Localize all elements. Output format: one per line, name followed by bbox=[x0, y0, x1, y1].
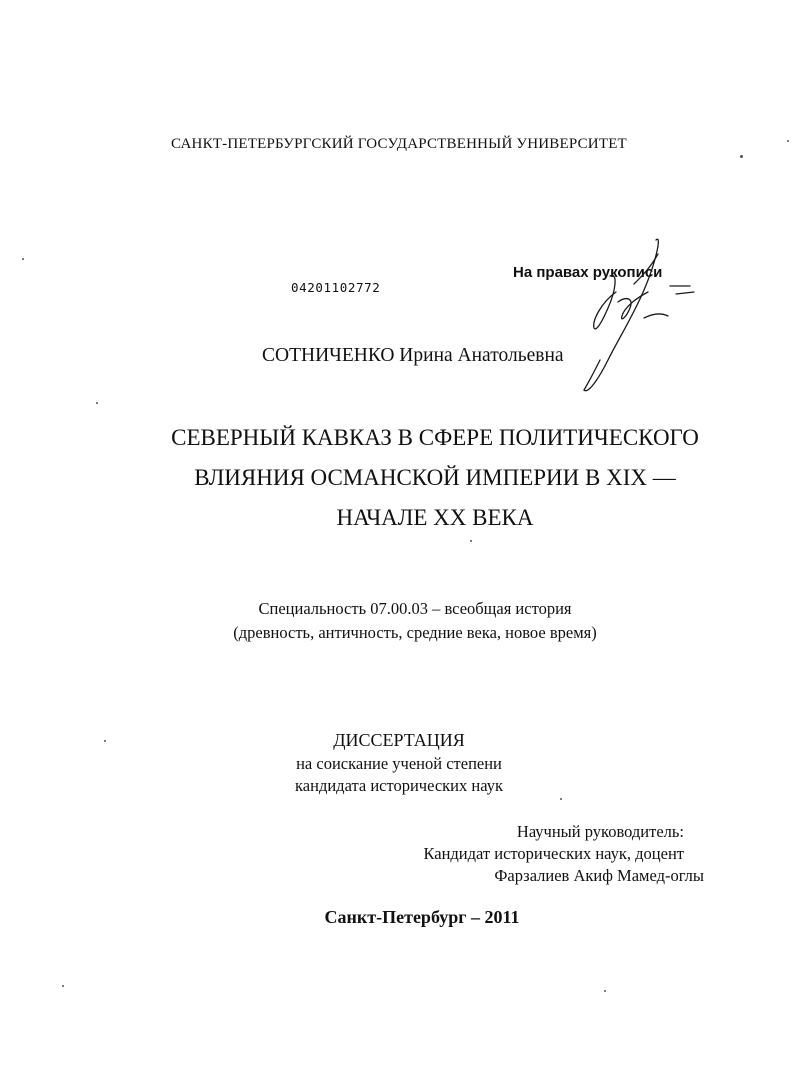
supervisor-label: Научный руководитель: bbox=[516, 822, 684, 841]
scan-speck bbox=[22, 258, 24, 260]
title-line: СЕВЕРНЫЙ КАВКАЗ В СФЕРЕ ПОЛИТИЧЕСКОГО bbox=[171, 425, 699, 450]
supervisor-name: Фарзалиев Акиф Мамед-оглы bbox=[494, 866, 704, 885]
scan-speck bbox=[62, 985, 64, 987]
signature-icon bbox=[560, 232, 710, 402]
scan-speck bbox=[104, 740, 106, 742]
manuscript-note: На правах рукописи bbox=[513, 264, 663, 281]
degree-line: на соискание ученой степени bbox=[296, 754, 502, 773]
specialty-block bbox=[0, 597, 798, 645]
scan-speck bbox=[787, 140, 789, 142]
scan-speck bbox=[740, 155, 743, 158]
specialty-line: Специальность 07.00.03 – всеобщая история bbox=[258, 599, 572, 618]
place-year: Санкт-Петербург – 2011 bbox=[324, 907, 520, 927]
dissertation-title bbox=[0, 418, 798, 538]
supervisor-block bbox=[390, 821, 704, 887]
scan-speck bbox=[604, 990, 606, 992]
supervisor-degree: Кандидат исторических наук, доцент bbox=[423, 844, 684, 863]
degree-line: кандидата исторических наук bbox=[295, 776, 503, 795]
dissertation-block bbox=[0, 727, 798, 797]
dissertation-heading: ДИССЕРТАЦИЯ bbox=[333, 730, 465, 750]
scan-speck bbox=[96, 402, 98, 404]
university-name: САНКТ-ПЕТЕРБУРГСКИЙ ГОСУДАРСТВЕННЫЙ УНИВЕРСИТЕТ bbox=[171, 136, 627, 152]
inventory-number: 04201102772 bbox=[291, 280, 381, 295]
scan-speck bbox=[560, 798, 562, 800]
specialty-line: (древность, античность, средние века, новое время) bbox=[233, 623, 597, 642]
scan-speck bbox=[470, 540, 472, 542]
author-name: СОТНИЧЕНКО Ирина Анатольевна bbox=[262, 345, 564, 366]
title-line: НАЧАЛЕ XX ВЕКА bbox=[336, 505, 534, 530]
title-line: ВЛИЯНИЯ ОСМАНСКОЙ ИМПЕРИИ В XIX — bbox=[194, 465, 676, 490]
